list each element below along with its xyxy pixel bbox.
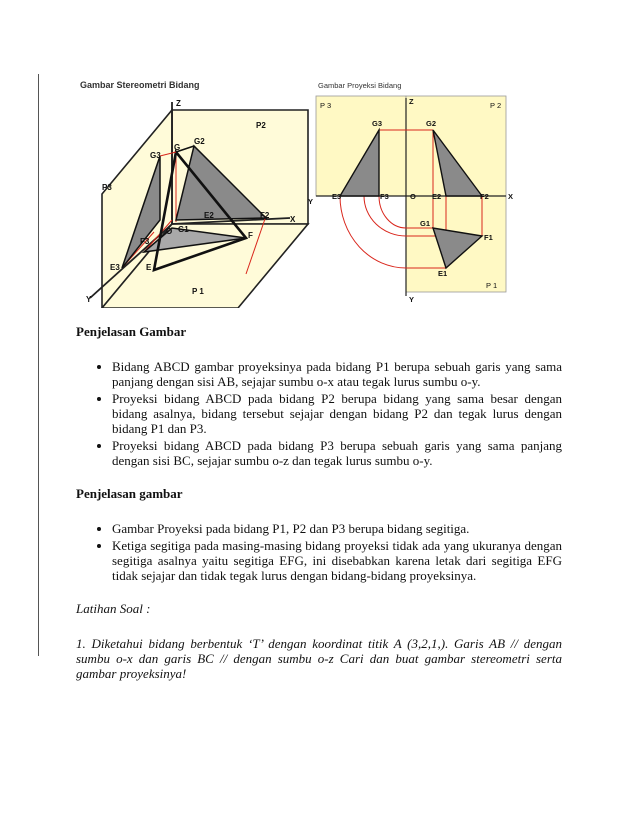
label-y: Y [86, 295, 92, 304]
figure [76, 72, 518, 308]
label-f1: F1 [484, 233, 493, 242]
stereometri-drawing [80, 80, 308, 308]
label-g3: G3 [150, 151, 161, 160]
label-f3: F3 [380, 192, 389, 201]
label-g2: G2 [194, 137, 205, 146]
label-e3: E3 [110, 263, 120, 272]
label-p2: P 2 [490, 101, 502, 110]
section-title: Penjelasan gambar [76, 486, 183, 501]
label-p2: P2 [256, 121, 266, 130]
label-e: E [146, 263, 152, 272]
list-item: • Gambar Proyeksi pada bidang P1, P2 dan P3 berupa bidang segitiga. [112, 521, 562, 536]
stereometri-title: Gambar Stereometri Bidang [80, 80, 200, 90]
proyeksi-drawing [308, 81, 513, 304]
label-p1: P 1 [192, 287, 204, 296]
label-g: G [174, 143, 181, 152]
bullet-list [76, 521, 562, 583]
label-p3: P 3 [320, 101, 332, 110]
latihan-heading: Latihan Soal : [76, 601, 151, 616]
label-x: X [290, 215, 296, 224]
label-e3: E3 [332, 192, 342, 201]
label-p1: P 1 [486, 281, 498, 290]
label-p3: P3 [102, 183, 112, 192]
label-o: O [166, 227, 173, 236]
label-e2: E2 [204, 211, 214, 220]
label-f: F [248, 231, 253, 240]
label-e1: E1 [438, 269, 448, 278]
label-f2: F2 [260, 211, 270, 220]
label-g2: G2 [426, 119, 437, 128]
label-e2: E2 [432, 192, 442, 201]
label-x: X [508, 192, 514, 201]
label-g1: G1 [178, 225, 189, 234]
list-item: • Ketiga segitiga pada masing-masing bidang proyeksi tidak ada yang ukuranya dengan segitiga asalnya yaitu segitiga EFG, ini disebabkan karena letak dari segitiga EFG tidak sejajar dan tidak tegak lurus dengan bidang-bidang proyeksinya. [112, 538, 562, 583]
label-f2: F2 [480, 192, 489, 201]
list-item: • Proyeksi bidang ABCD pada bidang P2 berupa bidang yang sama besar dengan bidang asalnya, bidang tersebut sejajar dengan bidang P2 dan tegak lurus dengan bidang P1 dan P3. [112, 391, 562, 436]
label-z: Z [176, 99, 181, 108]
label-g3: G3 [372, 119, 383, 128]
document-body [76, 320, 562, 681]
label-y-bottom: Y [409, 295, 415, 304]
proyeksi-title: Gambar Proyeksi Bidang [318, 81, 402, 90]
label-g1: G1 [420, 219, 431, 228]
label-y-left: Y [308, 197, 314, 206]
label-o: O [410, 192, 416, 201]
figure-svg [76, 72, 518, 308]
question-text: 1. Diketahui bidang berbentuk ‘T’ dengan koordinat titik A (3,2,1,). Garis AB // dengan sumbu o-x dan garis BC // dengan sumbu o-z Cari dan buat gambar stereometri serta gambar proyeksinya! [76, 636, 562, 681]
section-title: Penjelasan Gambar [76, 324, 187, 339]
list-item: • Bidang ABCD gambar proyeksinya pada bidang P1 berupa sebuah garis yang sama panjang dengan sisi AB, sejajar sumbu o-x atau tegak lurus sumbu o-y. [112, 359, 562, 389]
list-item: • Proyeksi bidang ABCD pada bidang P3 berupa sebuah garis yang sama panjang dengan sisi BC, sejajar sumbu o-z dan tegak lurus sumbu o-y. [112, 438, 562, 468]
label-f3: F3 [140, 237, 150, 246]
bullet-list [76, 359, 562, 468]
label-z: Z [409, 97, 414, 106]
page-margin-line [38, 74, 39, 656]
